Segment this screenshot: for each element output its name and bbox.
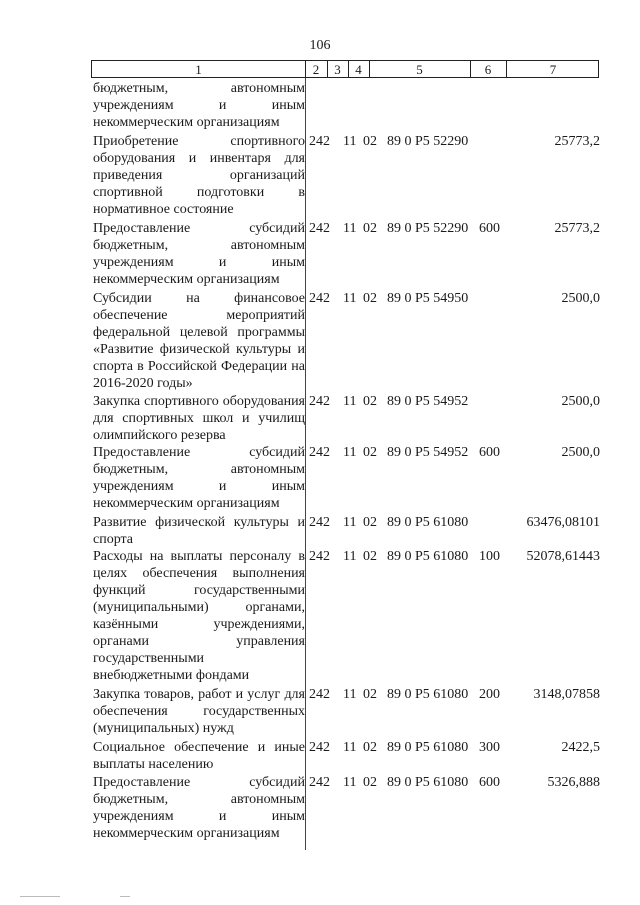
row-code-target: 89 0 Р5 61080 xyxy=(387,740,469,755)
row-code-expense-type: 100 xyxy=(479,549,500,564)
scan-artifact xyxy=(120,896,130,897)
row-code-subsection: 02 xyxy=(363,221,377,236)
row-code-subsection: 02 xyxy=(363,687,377,702)
row-code-ministry: 242 xyxy=(309,134,330,149)
row-description: Субсидии на финансовое обеспечение мероприятий федеральной целевой программы «Развитие физической культуры и спорта в Российской Федерации на 2016-2020 годы» xyxy=(93,291,305,391)
row-code-target: 89 0 Р5 54952 xyxy=(387,394,469,409)
row-code-subsection: 02 xyxy=(363,394,377,409)
row-code-target: 89 0 Р5 52290 xyxy=(387,221,469,236)
row-amount: 3148,07858 xyxy=(533,687,600,702)
row-code-target: 89 0 Р5 61080 xyxy=(387,515,469,530)
row-amount: 25773,2 xyxy=(554,134,600,149)
row-code-section: 11 xyxy=(343,134,357,149)
header-col-4: 4 xyxy=(355,62,362,77)
row-code-expense-type: 600 xyxy=(479,775,500,790)
header-col-6: 6 xyxy=(484,62,492,77)
row-code-ministry: 242 xyxy=(309,221,330,236)
row-code-expense-type: 200 xyxy=(479,687,500,702)
row-code-ministry: 242 xyxy=(309,291,330,306)
table-header xyxy=(91,60,599,78)
row-code-section: 11 xyxy=(343,549,357,564)
row-code-expense-type: 300 xyxy=(479,740,500,755)
row-code-ministry: 242 xyxy=(309,775,330,790)
row-code-target: 89 0 Р5 61080 xyxy=(387,775,469,790)
row-amount: 2422,5 xyxy=(561,740,600,755)
row-code-section: 11 xyxy=(343,394,357,409)
row-code-subsection: 02 xyxy=(363,740,377,755)
header-col-2: 2 xyxy=(312,62,320,77)
header-col-7: 7 xyxy=(549,62,557,77)
row-code-section: 11 xyxy=(343,687,357,702)
row-description: Предоставление субсидий бюджетным, автономным учреждениям и иным некоммерческим организациям xyxy=(93,221,305,287)
row-description: Расходы на выплаты персоналу в целях обеспечения выполнения функций государственными (муниципальными) органами, казёнными учреждениями, органами управления государственными внебюджетными фондами xyxy=(93,549,305,683)
row-code-ministry: 242 xyxy=(309,687,330,702)
scan-artifact xyxy=(20,896,60,897)
row-code-section: 11 xyxy=(343,221,357,236)
row-description: Закупка спортивного оборудования для спортивных школ и училищ олимпийского резерва xyxy=(93,394,305,443)
row-code-target: 89 0 Р5 54950 xyxy=(387,291,469,306)
page-number: 106 xyxy=(309,38,331,53)
row-code-section: 11 xyxy=(343,291,357,306)
row-code-subsection: 02 xyxy=(363,134,377,149)
row-code-section: 11 xyxy=(343,740,357,755)
row-code-subsection: 02 xyxy=(363,775,377,790)
row-description: Закупка товаров, работ и услуг для обеспечения государственных (муниципальных) нужд xyxy=(93,687,305,736)
row-code-ministry: 242 xyxy=(309,740,330,755)
row-code-section: 11 xyxy=(343,775,357,790)
header-col-1: 1 xyxy=(195,62,202,77)
row-description: Предоставление субсидий бюджетным, автономным учреждениям и иным некоммерческим организациям xyxy=(93,445,305,511)
row-code-target: 89 0 Р5 54952 xyxy=(387,445,469,460)
row-code-expense-type: 600 xyxy=(479,445,500,460)
row-code-ministry: 242 xyxy=(309,445,330,460)
row-description: Социальное обеспечение и иные выплаты населению xyxy=(93,740,305,772)
row-code-ministry: 242 xyxy=(309,515,330,530)
row-code-subsection: 02 xyxy=(363,291,377,306)
row-code-target: 89 0 Р5 61080 xyxy=(387,549,469,564)
row-amount: 5326,888 xyxy=(547,775,600,790)
row-amount: 25773,2 xyxy=(554,221,600,236)
row-description: бюджетным, автономным учреждениям и иным некоммерческим организациям xyxy=(93,81,305,130)
row-code-subsection: 02 xyxy=(363,445,377,460)
row-code-target: 89 0 Р5 61080 xyxy=(387,687,469,702)
column-divider xyxy=(305,78,306,850)
row-description: Предоставление субсидий бюджетным, автономным учреждениям и иным некоммерческим организациям xyxy=(93,775,305,841)
row-amount: 2500,0 xyxy=(561,394,600,409)
row-amount: 2500,0 xyxy=(561,445,600,460)
row-code-ministry: 242 xyxy=(309,394,330,409)
row-code-section: 11 xyxy=(343,515,357,530)
row-amount: 63476,08101 xyxy=(526,515,600,530)
row-code-expense-type: 600 xyxy=(479,221,500,236)
row-code-subsection: 02 xyxy=(363,549,377,564)
row-amount: 2500,0 xyxy=(561,291,600,306)
header-col-3: 3 xyxy=(334,62,341,77)
row-code-target: 89 0 Р5 52290 xyxy=(387,134,469,149)
row-code-section: 11 xyxy=(343,445,357,460)
row-code-ministry: 242 xyxy=(309,549,330,564)
row-amount: 52078,61443 xyxy=(526,549,600,564)
row-code-subsection: 02 xyxy=(363,515,377,530)
row-description: Приобретение спортивного оборудования и инвентаря для приведения организаций спортивной подготовки в нормативное состояние xyxy=(93,134,305,217)
row-description: Развитие физической культуры и спорта xyxy=(93,515,305,547)
header-col-5: 5 xyxy=(416,62,423,77)
